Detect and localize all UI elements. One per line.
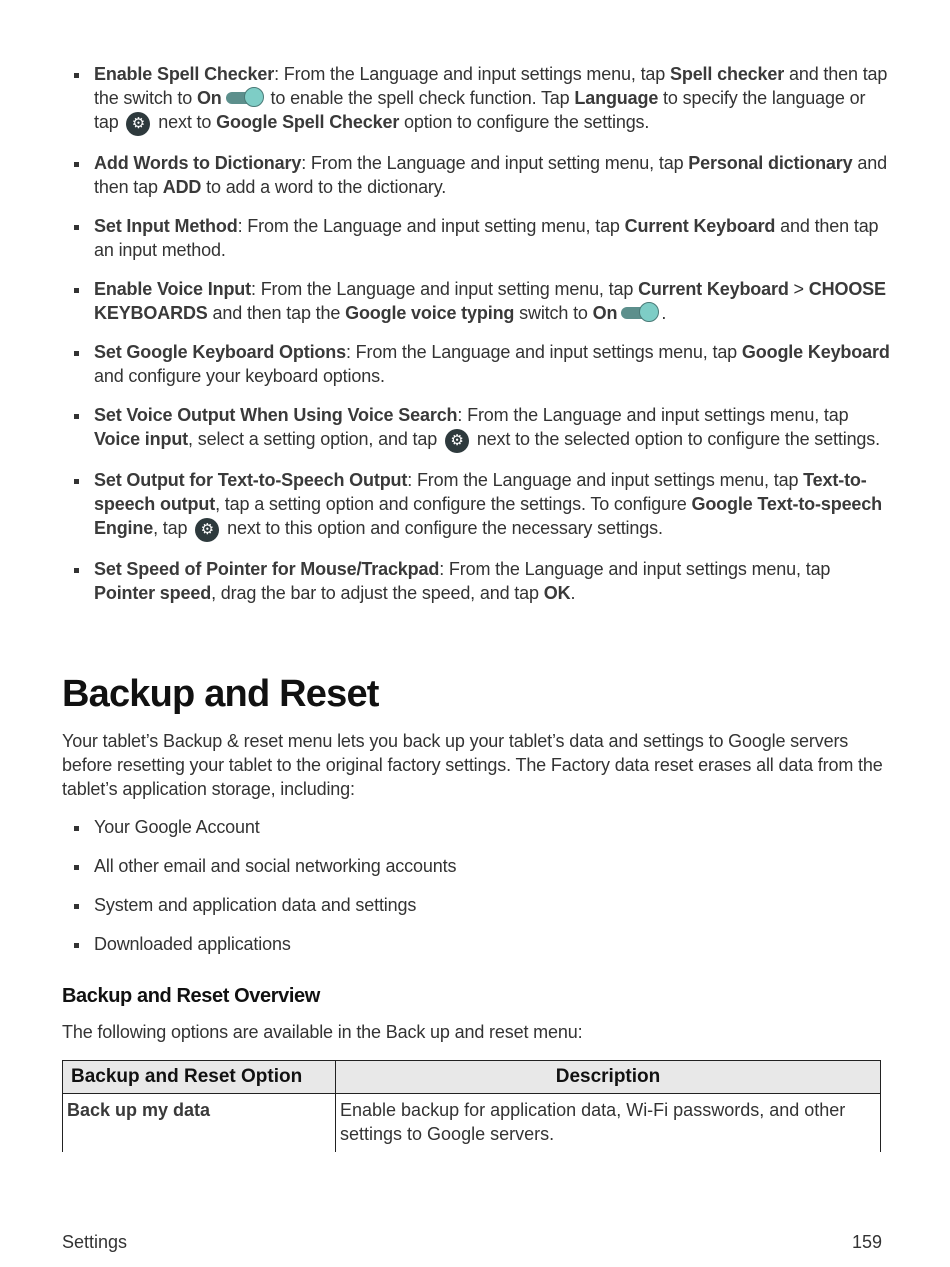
bullet-bold: Google Spell Checker: [216, 112, 400, 132]
footer-section: Settings: [62, 1232, 128, 1252]
bullet-bold: Google voice typing: [345, 303, 515, 323]
bullet-pointer-speed: [62, 557, 892, 605]
bullet-text: to enable the spell check function. Tap: [265, 88, 575, 108]
bullet-bold: Voice input: [94, 429, 189, 449]
bullet-text: to add a word to the dictionary.: [201, 177, 447, 197]
bullet-bold: CHOOSE KEYBOARDS: [94, 279, 886, 323]
subsection-heading: Backup and Reset Overview: [62, 985, 320, 1007]
bullet-enable-voice-input: [62, 277, 892, 325]
bullet-title: Set Output for Text-to-Speech Output: [94, 470, 408, 490]
bullet-text: , select a setting option, and tap: [188, 429, 442, 449]
bullet-title: Set Google Keyboard Options: [94, 342, 346, 362]
bullet-title: Enable Voice Input: [94, 279, 251, 299]
list-item: Downloaded applications: [62, 932, 456, 971]
bullet-text: to specify the language or tap: [94, 88, 866, 132]
table-header-option: Backup and Reset Option: [63, 1061, 336, 1093]
bullet-text: : From the Language and input setting menu, tap: [237, 216, 625, 236]
options-table: [62, 1060, 881, 1152]
bullet-bold: OK: [543, 583, 571, 603]
table-cell-option: Back up my data: [63, 1094, 336, 1152]
bullet-bold: On: [592, 303, 618, 323]
gear-icon: ⚙: [195, 518, 219, 542]
overview-paragraph: The following options are available in the Back up and reset menu:: [62, 1022, 583, 1042]
bullet-text: switch to: [514, 303, 593, 323]
bullet-text-to-speech: [62, 468, 892, 542]
list-item: All other email and social networking accounts: [62, 854, 456, 893]
bullet-title: Set Speed of Pointer for Mouse/Trackpad: [94, 559, 440, 579]
bullet-text: : From the Language and input settings menu, tap: [274, 64, 670, 84]
bullet-text: and then tap an input method.: [94, 216, 879, 260]
bullet-text: >: [788, 279, 809, 299]
bullet-title: Add Words to Dictionary: [94, 153, 302, 173]
bullet-text: : From the Language and input settings menu, tap: [439, 559, 831, 579]
bullet-bold: Text-to-speech output: [94, 470, 867, 514]
bullet-text: .: [661, 303, 667, 323]
bullet-bold: Google Text-to-speech Engine: [94, 494, 883, 538]
bullet-title: Set Input Method: [94, 216, 238, 236]
bullet-bold: Spell checker: [670, 64, 785, 84]
bullet-text: next to: [153, 112, 217, 132]
bullet-google-keyboard-options: [62, 340, 892, 388]
page-number: 159: [851, 1232, 882, 1252]
bullet-text: .: [570, 583, 576, 603]
table-row: [62, 1094, 881, 1152]
bullet-add-words: [62, 151, 892, 199]
table-cell-description: Enable backup for application data, Wi-Fi passwords, and other settings to Google servers.: [340, 1100, 846, 1144]
bullet-text: next to the selected option to configure the settings.: [471, 429, 880, 449]
gear-icon: ⚙: [445, 429, 469, 453]
bullet-text: option to configure the settings.: [399, 112, 650, 132]
bullet-text: : From the Language and input setting menu, tap: [251, 279, 639, 299]
bullet-bold: Language: [574, 88, 659, 108]
toggle-switch-icon: [619, 302, 659, 322]
bullet-bold: Current Keyboard: [624, 216, 776, 236]
bullet-text: : From the Language and input settings menu, tap: [457, 405, 849, 425]
bullet-title: Set Voice Output When Using Voice Search: [94, 405, 458, 425]
table-header-description: Description: [555, 1066, 661, 1087]
bullet-text: next to this option and configure the necessary settings.: [222, 518, 663, 538]
bullet-bold: Pointer speed: [94, 583, 212, 603]
bullet-text: , tap a setting option and configure the settings. To configure: [215, 494, 692, 514]
bullet-text: and then tap: [94, 153, 887, 197]
language-input-bullets: [62, 62, 892, 620]
bullet-text: and then tap the: [207, 303, 346, 323]
bullet-bold: Personal dictionary: [688, 153, 853, 173]
bullet-bold: ADD: [162, 177, 202, 197]
bullet-bold: On: [196, 88, 222, 108]
bullet-text: , tap: [153, 518, 193, 538]
table-header-row: [62, 1060, 881, 1094]
gear-icon: ⚙: [126, 112, 150, 136]
bullet-text: , drag the bar to adjust the speed, and tap: [211, 583, 544, 603]
toggle-switch-icon: [224, 87, 264, 107]
section-heading: Backup and Reset: [62, 673, 379, 715]
bullet-text: : From the Language and input settings menu, tap: [345, 342, 742, 362]
bullet-text: and configure your keyboard options.: [94, 366, 385, 386]
bullet-bold: Current Keyboard: [638, 279, 789, 299]
bullet-enable-spell-checker: [62, 62, 892, 136]
list-item: System and application data and settings: [62, 893, 456, 932]
bullet-voice-output: [62, 403, 892, 453]
bullet-text: : From the Language and input setting menu, tap: [301, 153, 689, 173]
erased-data-list: [62, 815, 456, 971]
bullet-bold: Google Keyboard: [741, 342, 890, 362]
bullet-text: : From the Language and input settings menu, tap: [407, 470, 804, 490]
bullet-title: Enable Spell Checker: [94, 64, 275, 84]
intro-paragraph: Your tablet’s Backup & reset menu lets you back up your tablet’s data and settings to Google servers before resetting your tablet to the original factory settings. The Factory data reset erases all data from the tablet’s application storage, including:: [62, 731, 883, 799]
bullet-set-input-method: [62, 214, 892, 262]
bullet-text: and then tap the switch to: [94, 64, 888, 108]
list-item: Your Google Account: [62, 815, 456, 854]
